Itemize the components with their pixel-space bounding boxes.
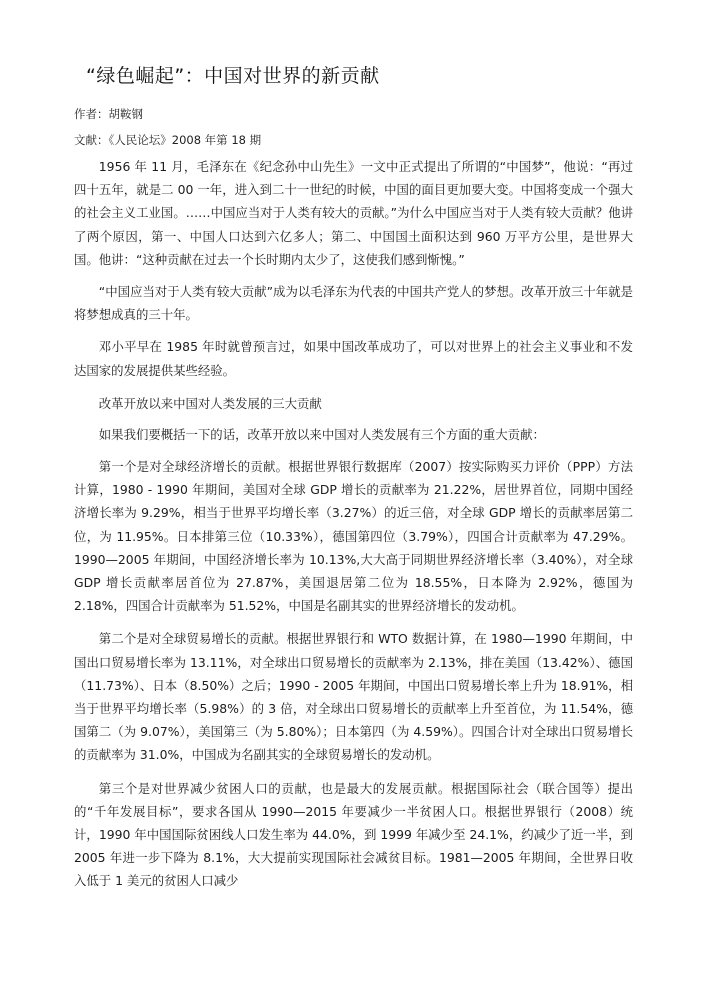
article-source: 文献：《人民论坛》2008 年第 18 期 (74, 133, 262, 147)
article-title: “绿色崛起”：中国对世界的新贡献 (86, 65, 380, 87)
paragraph: 第二个是对全球贸易增长的贡献。根据世界银行和 WTO 数据计算，在 1980—1990 年期间，中国出口贸易增长率为 13.11%，对全球出口贸易增长的贡献率为 2.13%，排在美国（13.42%）、德国（11.73%）、日本（8.50%）之后；1990 - 2005 年期间，中国出口贸易增长率上升为 18.91%，相当于世界平均增长率（5.98%）的 3 倍，对全球出口贸易增长的贡献率上升至首位，为 11.54%，德国第二（为 9.07%），美国第三（为 5.80%）；日本第四（为 4.59%）。四国合计对全球出口贸易增长的贡献率为 31.0%，中国成为名副其实的全球贸易增长的发动机。 (74, 631, 633, 763)
paragraph: 第三个是对世界减少贫困人口的贡献，也是最大的发展贡献。根据国际社会（联合国等）提出的“千年发展目标”，要求各国从 1990—2015 年要减少一半贫困人口。根据世界银行（2008）统计，1990 年中国国际贫困线人口发生率为 44.0%，到 1999 年减少至 24.1%，约减少了近一半，到 2005 年进一步下降为 8.1%，大大提前实现国际社会减贫目标。1981—2005 年期间，全世界日收入低于 1 美元的贫困人口减少 (74, 780, 633, 889)
paragraph: “中国应当对于人类有较大贡献”成为以毛泽东为代表的中国共产党人的梦想。改革开放三十年就是将梦想成真的三十年。 (74, 284, 633, 323)
section-heading: 改革开放以来中国对人类发展的三大贡献 (98, 395, 322, 411)
paragraph: 1956 年 11 月，毛泽东在《纪念孙中山先生》一文中正式提出了所谓的“中国梦”，他说：“再过四十五年，就是二 00 一年，进入到二十一世纪的时候，中国的面目更加要大变。中国将变成一个强大的社会主义工业国。……中国应当对于人类有较大的贡献。”为什么中国应当对于人类有较大贡献？他讲了两个原因，第一、中国人口达到六亿多人；第二、中国国土面积达到 960 万平方公里，是世界大国。他讲：“这种贡献在过去一个长时期内太少了，这使我们感到惭愧。” (74, 159, 633, 267)
paragraph: 第一个是对全球经济增长的贡献。根据世界银行数据库（2007）按实际购买力评价（PPP）方法计算，1980 - 1990 年期间，美国对全球 GDP 增长的贡献率为 21.22%，居世界首位，同期中国经济增长率为 9.29%，相当于世界平均增长率（3.27%）的近三倍，对全球 GDP 增长的贡献率居第二位，为 11.95%。日本排第三位（10.33%），德国第四位（3.79%），四国合计贡献率为 47.29%。1990—2005 年期间，中国经济增长率为 10.13%,大大高于同期世界经济增长率（3.40%），对全球 GDP 增长贡献率居首位为 27.87%，美国退居第二位为 18.55%，日本降为 2.92%，德国为 2.18%，四国合计贡献率为 51.52%，中国是名副其实的世界经济增长的发动机。 (74, 459, 633, 614)
paragraph: 邓小平早在 1985 年时就曾预言过，如果中国改革成功了，可以对世界上的社会主义事业和不发达国家的发展提供某些经验。 (74, 339, 633, 378)
article-author: 作者：胡鞍钢 (74, 107, 143, 121)
paragraph: 如果我们要概括一下的话，改革开放以来中国对人类发展有三个方面的重大贡献： (98, 426, 545, 442)
